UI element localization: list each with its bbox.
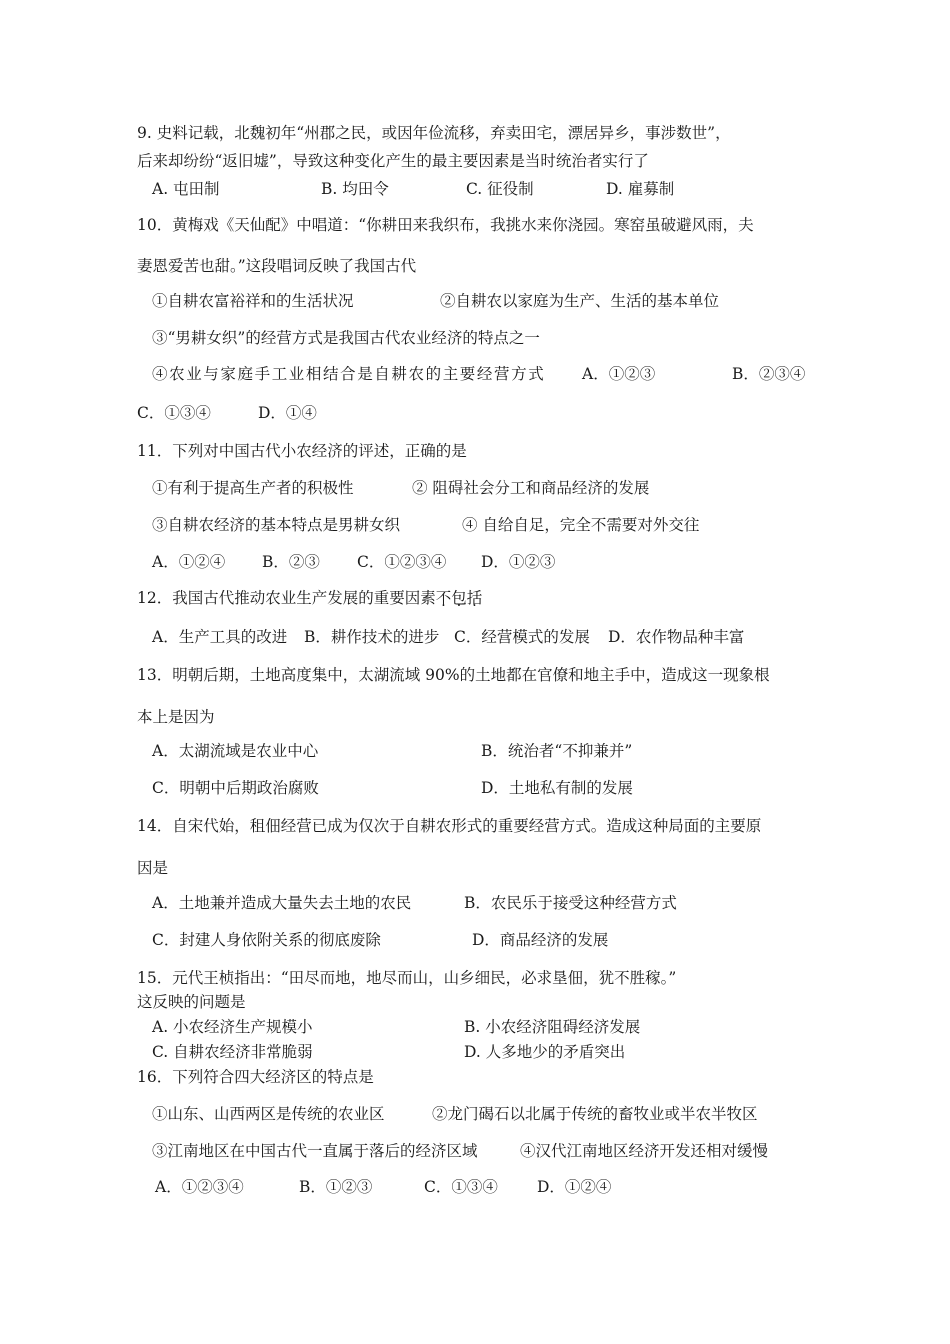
question-10-option-c: C．①③④ [137,404,211,422]
question-14-stem-line2: 因是 [137,859,169,877]
question-12-option-c: C．经营模式的发展 [454,628,590,646]
question-13-option-c: C．明朝中后期政治腐败 [152,779,319,797]
question-10-item-3: ③“男耕女织”的经营方式是我国古代农业经济的特点之一 [152,329,540,347]
question-13-stem-line2: 本上是因为 [137,708,215,726]
question-10-stem-line1: 10．黄梅戏《天仙配》中唱道：“你耕田来我织布，我挑水来你浇园。寒窑虽破避风雨，夫 [137,216,754,234]
question-14-option-b: B．农民乐于接受这种经营方式 [464,894,677,912]
question-10-option-b: B．②③④ [732,365,806,383]
question-16-stem: 16．下列符合四大经济区的特点是 [137,1068,374,1086]
emphasis-char-1: 不 [435,589,452,607]
question-11-item-1: ①有利于提高生产者的积极性 [152,479,354,497]
question-10-option-a: A．①②③ [582,365,656,383]
question-15-stem-line1: 15．元代王桢指出：“田尽而地，地尽而山，山乡细民，必求垦佃，犹不胜稼。” [137,969,677,987]
question-13-option-a: A．太湖流域是农业中心 [152,742,319,760]
question-12-option-b: B．耕作技术的进步 [304,628,440,646]
question-14-option-d: D．商品经济的发展 [472,931,609,949]
question-16-option-b: B．①②③ [299,1178,373,1196]
question-11-option-d: D．①②③ [481,553,556,571]
question-10-item-1: ①自耕农富裕祥和的生活状况 [152,292,354,310]
question-10-item-2: ②自耕农以家庭为生产、生活的基本单位 [440,292,720,310]
question-16-item-1: ①山东、山西两区是传统的农业区 [152,1105,385,1123]
question-13-stem-line1: 13．明朝后期，土地高度集中，太湖流域 90%的土地都在官僚和地主手中，造成这一现象根 [137,666,770,684]
question-10-stem-line2: 妻恩爱苦也甜。”这段唱词反映了我国古代 [137,257,417,275]
question-14-option-c: C．封建人身依附关系的彻底废除 [152,931,381,949]
question-9-option-c: C. 征役制 [466,180,534,198]
question-16-item-4: ④汉代江南地区经济开发还相对缓慢 [520,1142,769,1160]
question-13-option-b: B．统治者“不抑兼并” [481,742,633,760]
question-14-option-a: A．土地兼并造成大量失去土地的农民 [152,894,412,912]
question-14-stem-line1: 14．自宋代始，租佃经营已成为仅次于自耕农形式的重要经营方式。造成这种局面的主要原 [137,817,762,835]
question-15-option-b: B. 小农经济阻碍经济发展 [464,1018,641,1036]
question-10-item-4: ④农业与家庭手工业相结合是自耕农的主要经营方式 [152,365,546,383]
question-16-item-3: ③江南地区在中国古代一直属于落后的经济区域 [152,1142,478,1160]
question-11-item-2: ② 阻碍社会分工和商品经济的发展 [412,479,650,497]
question-9-stem-line1: 9. 史料记载，北魏初年“州郡之民，或因年俭流移，弃卖田宅，漂居异乡，事涉数世”， [137,124,731,142]
question-12-option-a: A．生产工具的改进 [152,628,288,646]
emphasis-char-3: 括 [466,589,483,607]
question-15-option-a: A. 小农经济生产规模小 [152,1018,313,1036]
question-9-option-b: B. 均田令 [321,180,389,198]
question-12-option-d: D．农作物品种丰富 [608,628,745,646]
question-11-option-c: C．①②③④ [357,553,447,571]
question-11-option-a: A．①②④ [152,553,226,571]
question-11-item-4: ④ 自给自足，完全不需要对外交往 [462,516,700,534]
question-9-stem-line2: 后来却纷纷“返旧墟”，导致这种变化产生的最主要因素是当时统治者实行了 [137,152,649,170]
question-16-option-a: A．①②③④ [155,1178,244,1196]
question-11-option-b: B．②③ [262,553,320,571]
question-9-option-d: D. 雇募制 [606,180,675,198]
question-11-stem: 11．下列对中国古代小农经济的评述，正确的是 [137,442,467,460]
question-15-stem-line2: 这反映的问题是 [137,993,246,1011]
question-12-stem-text: 12．我国古代推动农业生产发展的重要因素 [137,589,436,607]
emphasis-char-2: 包 [451,589,467,607]
question-15-option-c: C. 自耕农经济非常脆弱 [152,1043,313,1061]
question-15-option-d: D. 人多地少的矛盾突出 [464,1043,626,1061]
question-16-item-2: ②龙门碣石以北属于传统的畜牧业或半农半牧区 [432,1105,758,1123]
question-13-option-d: D．土地私有制的发展 [481,779,633,797]
question-16-option-d: D．①②④ [537,1178,612,1196]
question-10-option-d: D．①④ [258,404,317,422]
question-16-option-c: C．①③④ [424,1178,498,1196]
question-9-option-a: A. 屯田制 [152,180,220,198]
question-12-stem [137,587,482,609]
question-11-item-3: ③自耕农经济的基本特点是男耕女织 [152,516,401,534]
